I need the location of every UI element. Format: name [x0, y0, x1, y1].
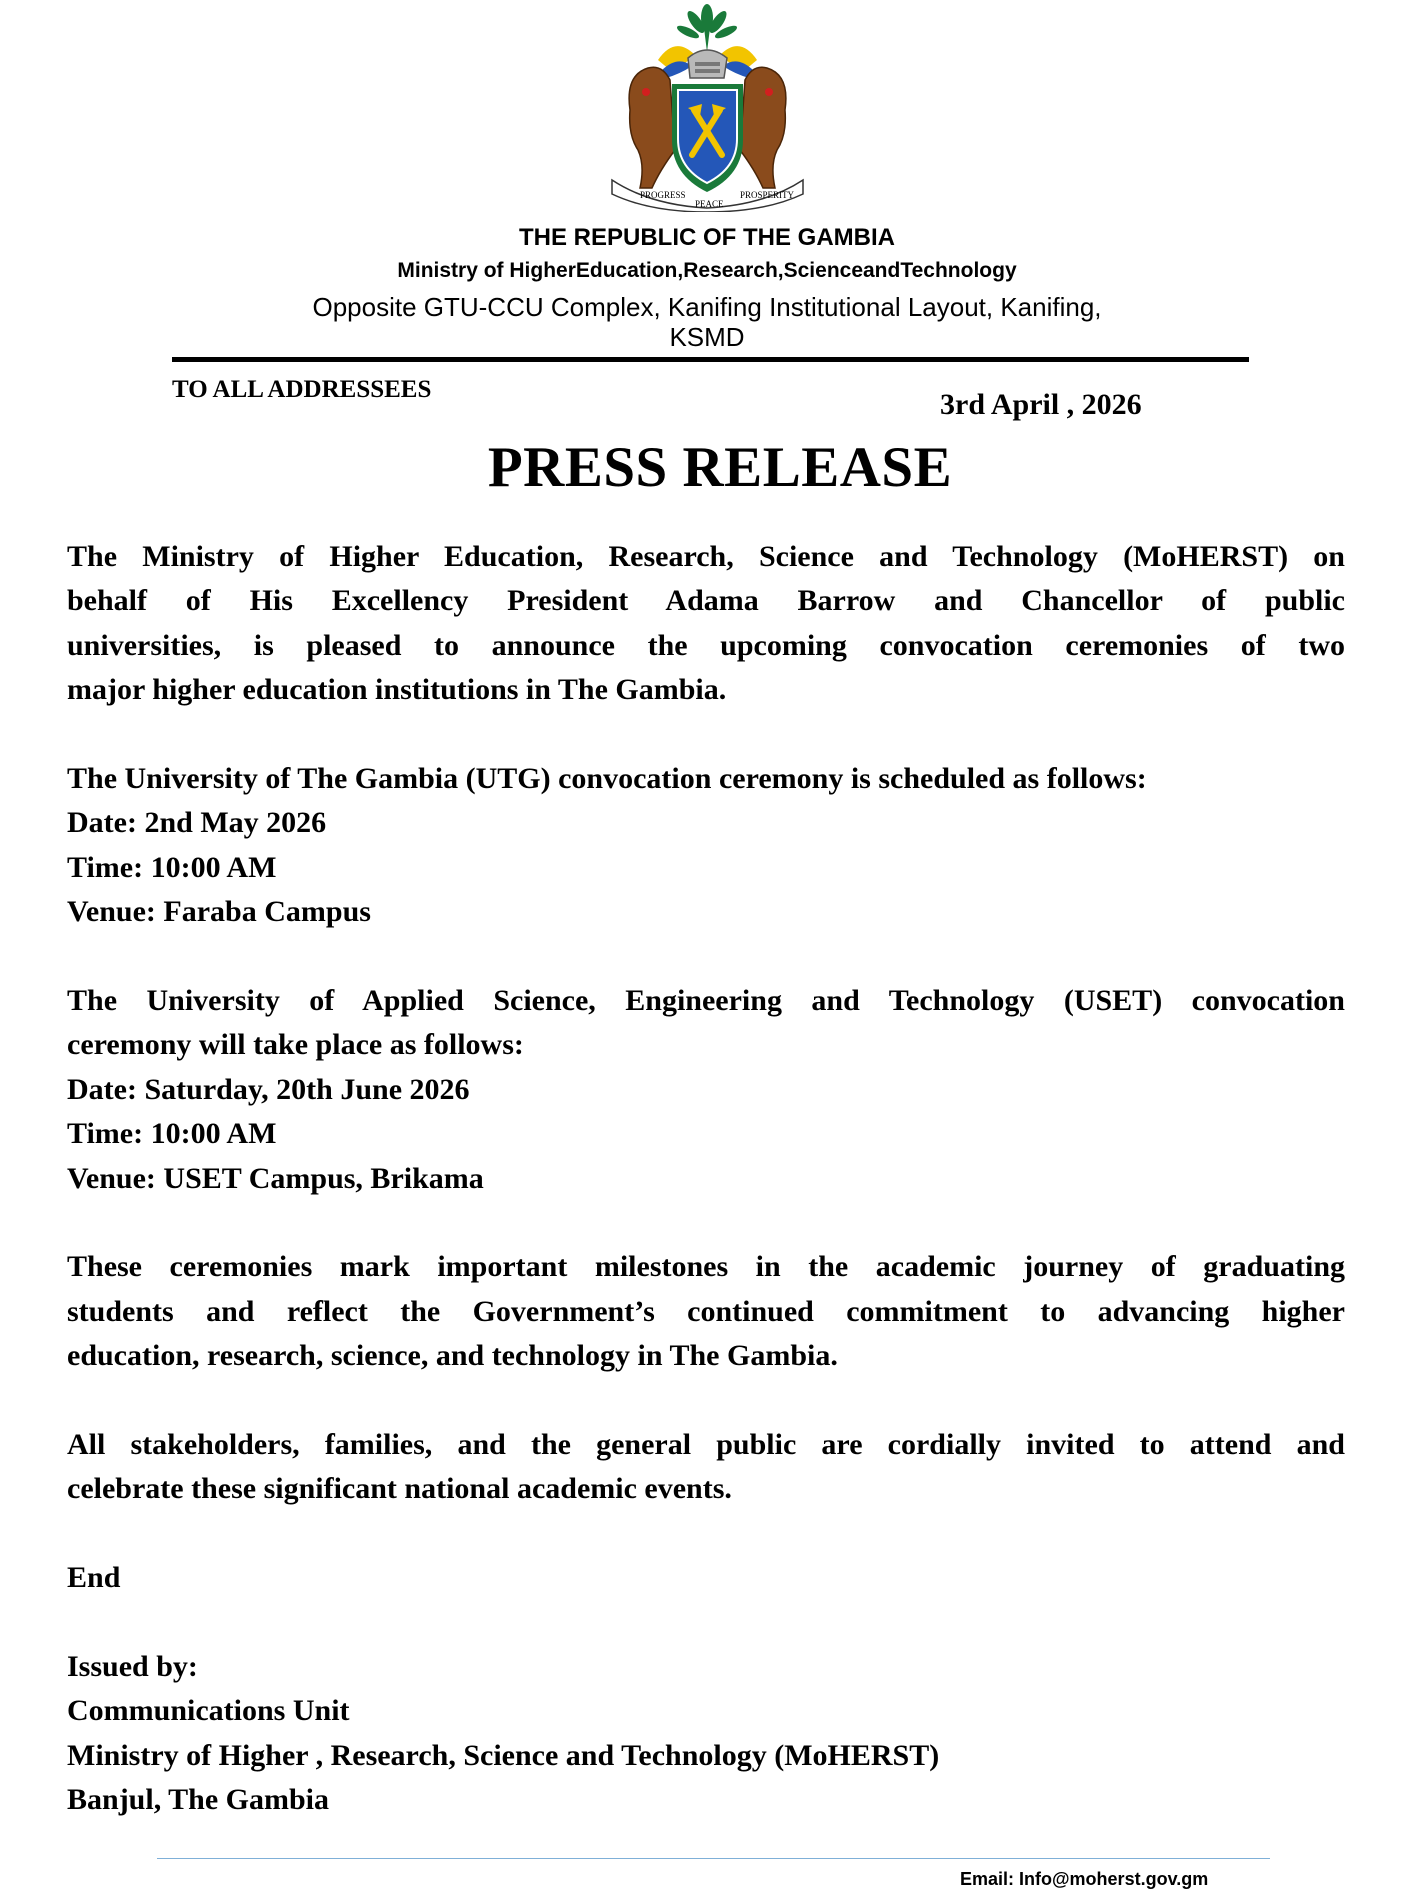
footer-email: Email: Info@moherst.gov.gm [960, 1869, 1209, 1889]
intro-line: behalf of His Excellency President Adama Barrow and Chancellor of public [67, 584, 1345, 618]
issuing-location: Banjul, The Gambia [67, 1783, 330, 1817]
invite-paragraph [67, 1423, 1345, 1512]
intro-line: major higher education institutions in The Gambia. [67, 673, 727, 707]
uset-date: Date: Saturday, 20th June 2026 [67, 1072, 470, 1106]
coat-of-arms [600, 0, 815, 212]
svg-text:PEACE: PEACE [695, 199, 724, 209]
uset-heading-line: ceremony will take place as follows: [67, 1028, 524, 1062]
intro-paragraph [67, 535, 1345, 713]
utg-time: Time: 10:00 AM [67, 850, 277, 884]
addressee: TO ALL ADDRESSEES [172, 376, 432, 403]
address-line-1: Opposite GTU-CCU Complex, Kanifing Institutional Layout, Kanifing, [312, 292, 1102, 322]
intro-line: The Ministry of Higher Education, Research, Science and Technology (MoHERST) on [67, 540, 1345, 573]
issuing-ministry: Ministry of Higher , Research, Science and Technology (MoHERST) [67, 1738, 940, 1772]
page-title: PRESS RELEASE [487, 436, 953, 499]
footer-divider [157, 1858, 1270, 1859]
utg-paragraph [67, 757, 1345, 935]
ministry-heading: Ministry of HigherEducation,Research,ScienceandTechnology [397, 259, 1017, 282]
milestone-line: education, research, science, and technology in The Gambia. [67, 1339, 838, 1373]
issued-by-label: Issued by: [67, 1650, 198, 1684]
ministry-address [0, 292, 1414, 352]
utg-heading: The University of The Gambia (UTG) convocation ceremony is scheduled as follows: [67, 762, 1147, 796]
milestone-line: These ceremonies mark important milestones in the academic journey of graduating [67, 1250, 1345, 1284]
country-heading: THE REPUBLIC OF THE GAMBIA [519, 224, 895, 251]
end-marker: End [67, 1561, 121, 1595]
uset-paragraph [67, 979, 1345, 1201]
coat-of-arms-icon [600, 0, 815, 212]
header-divider [172, 357, 1249, 362]
utg-venue: Venue: Faraba Campus [67, 895, 371, 929]
utg-date: Date: 2nd May 2026 [67, 806, 327, 840]
invite-line: celebrate these significant national academic events. [67, 1472, 732, 1506]
intro-line: universities, is pleased to announce the upcoming convocation ceremonies of two [67, 628, 1345, 662]
milestone-paragraph [67, 1245, 1345, 1378]
milestone-line: students and reflect the Government’s continued commitment to advancing higher [67, 1294, 1345, 1328]
press-release-body [67, 535, 1345, 1823]
signature-block [67, 1645, 1345, 1823]
uset-time: Time: 10:00 AM [67, 1117, 277, 1151]
release-date: 3rd April , 2026 [940, 388, 1142, 421]
uset-venue: Venue: USET Campus, Brikama [67, 1161, 484, 1195]
issuing-unit: Communications Unit [67, 1694, 350, 1728]
address-line-2: KSMD [669, 322, 745, 352]
svg-text:PROGRESS: PROGRESS [640, 190, 686, 200]
invite-line: All stakeholders, families, and the general public are cordially invited to attend and [67, 1428, 1345, 1462]
uset-heading-line: The University of Applied Science, Engineering and Technology (USET) convocation [67, 984, 1345, 1018]
svg-text:PROSPERITY: PROSPERITY [740, 190, 795, 200]
